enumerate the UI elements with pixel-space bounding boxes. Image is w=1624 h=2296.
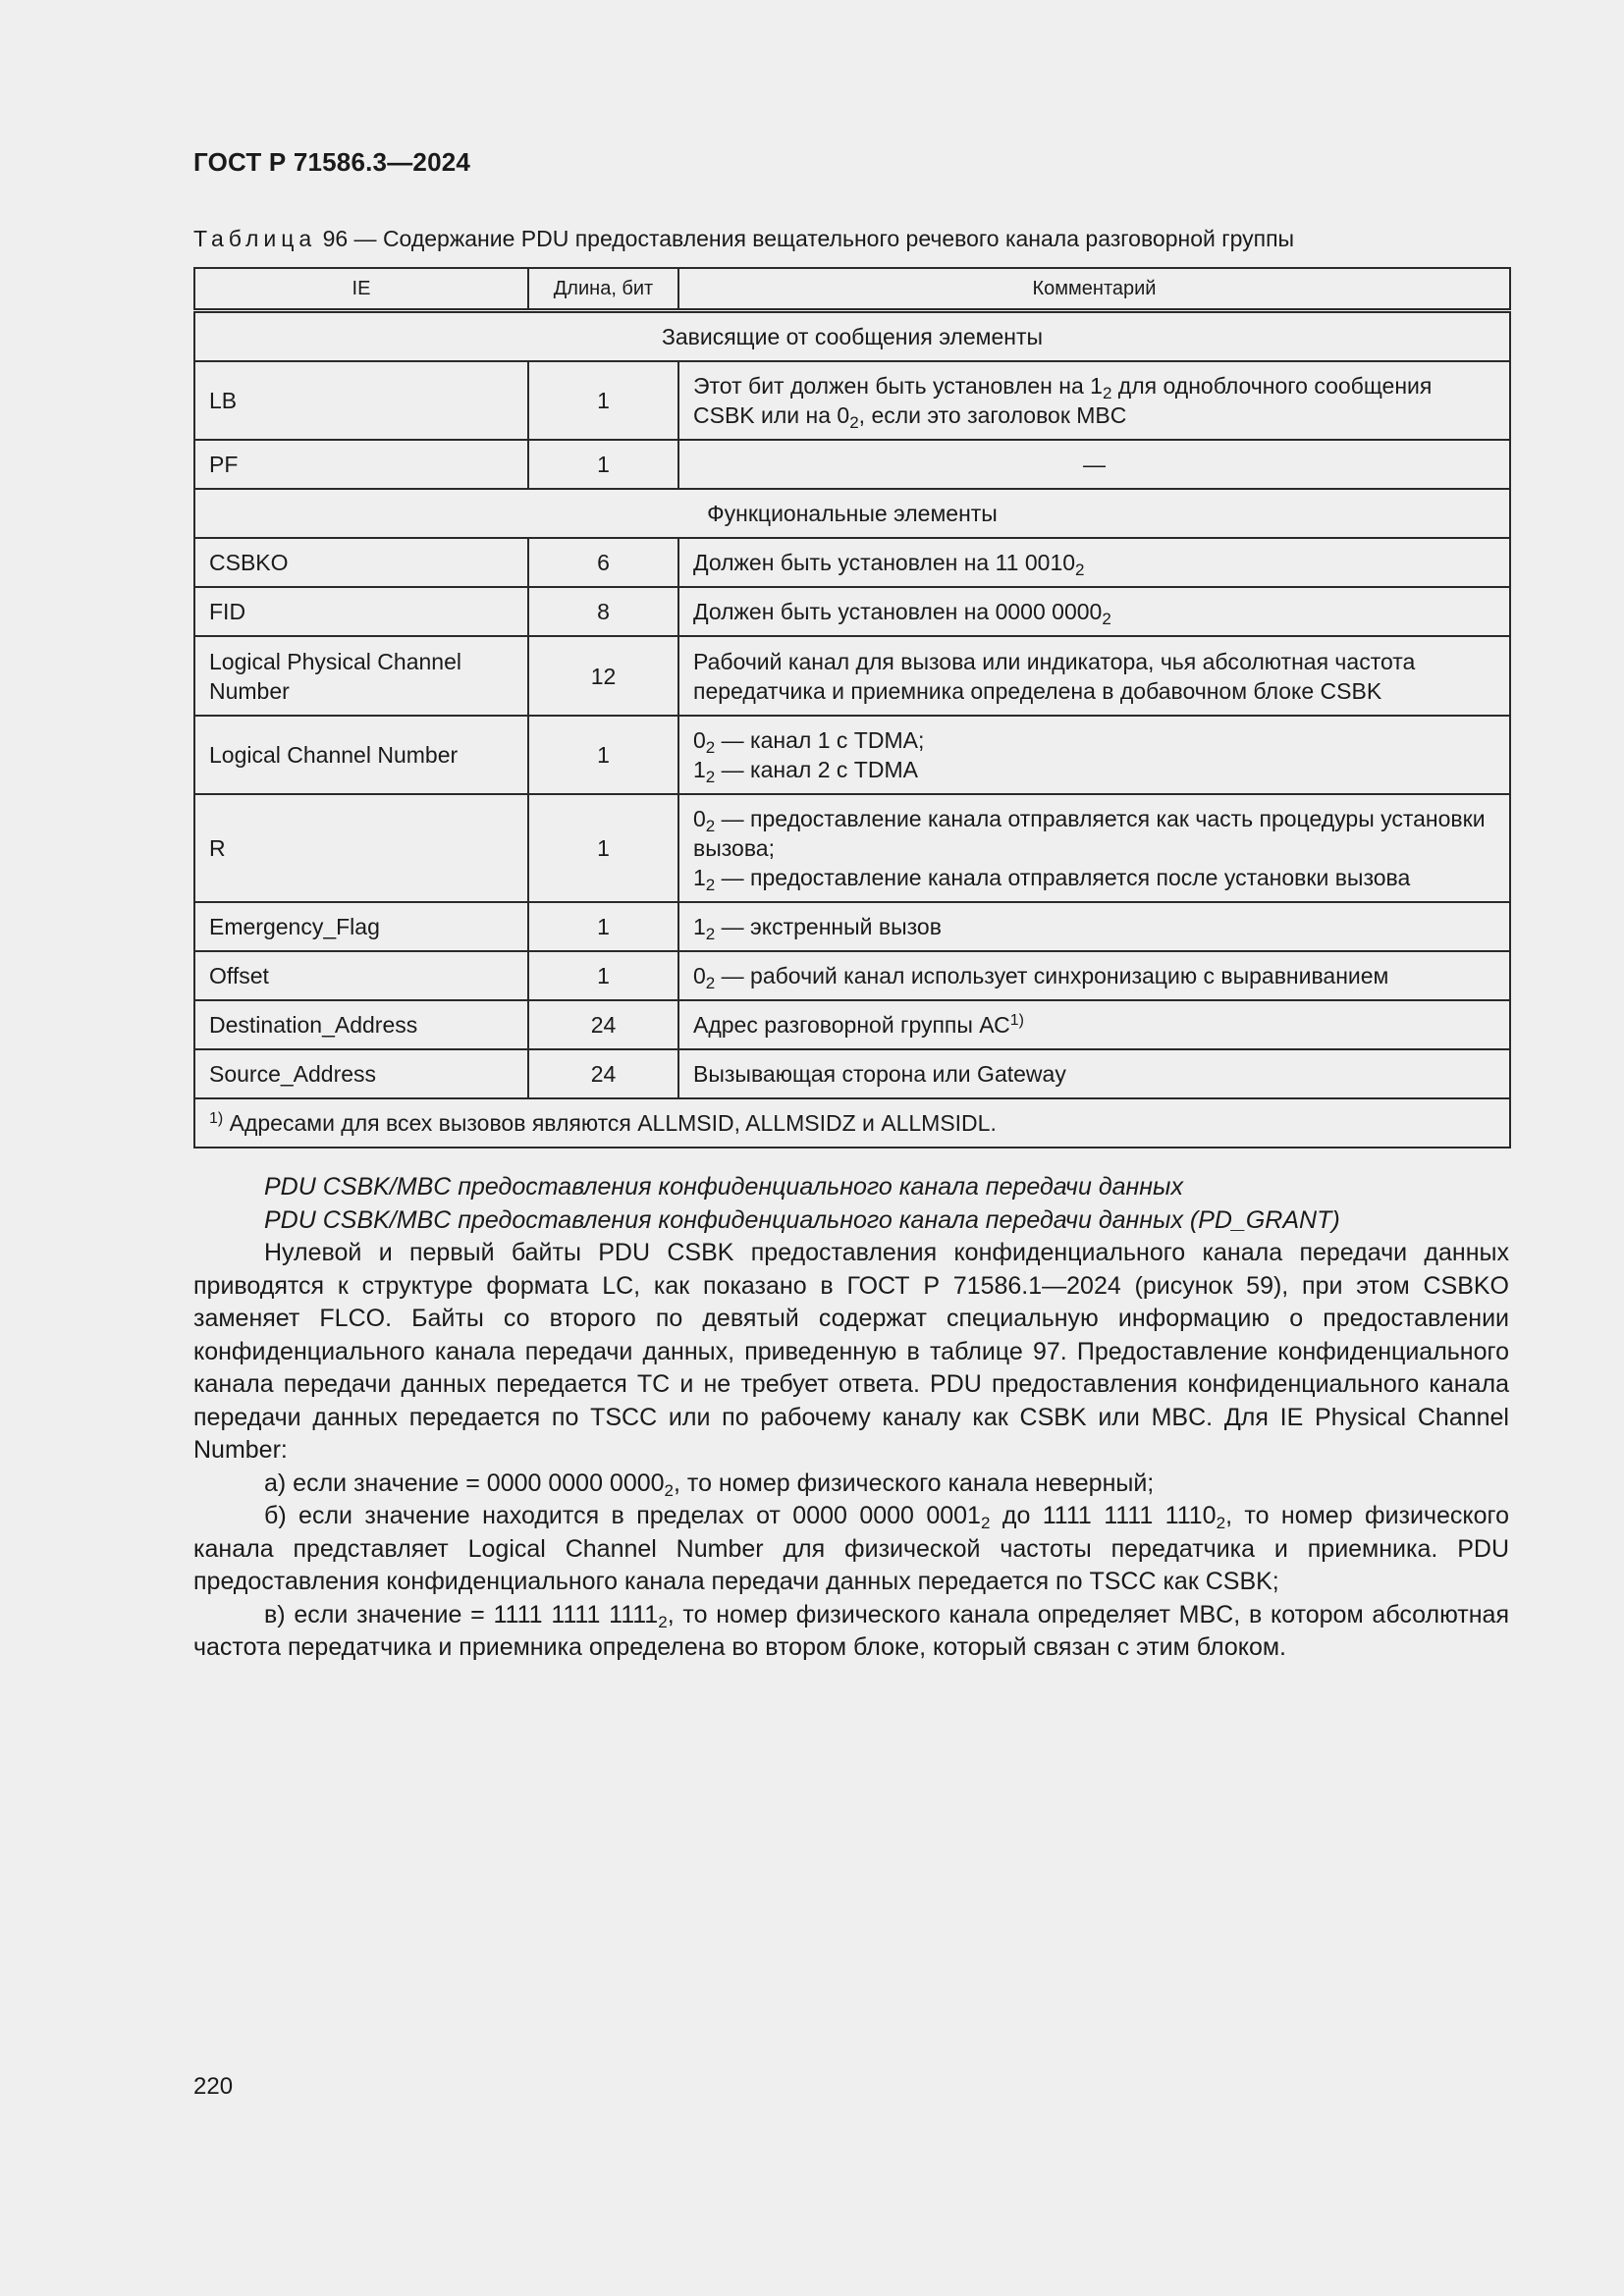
table-row — [194, 636, 1510, 716]
table-caption — [193, 226, 1294, 252]
cell-length: 24 — [528, 1049, 678, 1098]
section-subheading: PDU CSBK/MBC предоставления конфиденциального канала передачи данных (PD_GRANT) — [264, 1205, 1340, 1234]
comment-text: 0 — [693, 806, 706, 831]
comment-text: — экстренный вызов — [715, 914, 942, 939]
table-row — [194, 440, 1510, 489]
cell-length: 12 — [528, 636, 678, 716]
subscript: 2 — [980, 1514, 991, 1532]
cell-length: 1 — [528, 951, 678, 1000]
cell-comment: Рабочий канал для вызова или индикатора, чья абсолютная частота передатчика и приемника определена в добавочном блоке CSBK — [678, 636, 1510, 716]
table-footnote — [194, 1098, 1510, 1148]
comment-text: — канал 2 с TDMA — [715, 757, 918, 782]
comment-text: Должен быть установлен на 11 0010 — [693, 550, 1076, 575]
page-number: 220 — [193, 2073, 234, 2100]
cell-comment — [678, 902, 1510, 951]
subscript: 2 — [705, 738, 716, 757]
list-item-c — [193, 1599, 1509, 1665]
list-text: , то номер физического канала определяет MBC, в котором абсолютная частота передатчика и приемника определена во втором блоке, который связан с этим блоком. — [193, 1600, 1509, 1661]
footnote-marker: 1) — [1009, 1012, 1024, 1029]
table-row — [194, 794, 1510, 902]
section-heading: PDU CSBK/MBC предоставления конфиденциального канала передачи данных — [264, 1173, 1183, 1201]
cell-comment: Вызывающая сторона или Gateway — [678, 1049, 1510, 1098]
subscript: 2 — [705, 768, 716, 786]
subscript: 2 — [705, 925, 716, 943]
footnote-marker: 1) — [209, 1110, 224, 1127]
comment-text: 0 — [693, 727, 706, 753]
comment-text: 1 — [693, 914, 706, 939]
list-text: до 1111 1111 1110 — [990, 1502, 1217, 1529]
table-row — [194, 538, 1510, 587]
cell-ie: Emergency_Flag — [194, 902, 528, 951]
subscript: 2 — [705, 876, 716, 894]
table-row — [194, 902, 1510, 951]
comment-text: — канал 1 с TDMA; — [715, 727, 925, 753]
cell-ie: CSBKO — [194, 538, 528, 587]
column-header-ie: IE — [194, 268, 528, 311]
list-text: б) если значение находится в пределах от 0000 0000 0001 — [264, 1502, 981, 1529]
subscript: 2 — [705, 974, 716, 992]
table-row — [194, 1049, 1510, 1098]
subscript: 2 — [849, 413, 859, 432]
subscript: 2 — [1216, 1514, 1226, 1532]
group-row — [194, 311, 1510, 362]
cell-length: 24 — [528, 1000, 678, 1049]
list-text: , то номер физического канала представляет Logical Channel Number для физической частоты передатчика и приемника. PDU предоставления конфиденциального канала передачи данных передается по TSCC как CSBK; — [193, 1502, 1510, 1595]
cell-length: 8 — [528, 587, 678, 636]
cell-ie: Logical Channel Number — [194, 716, 528, 794]
cell-comment — [678, 587, 1510, 636]
comment-text: Должен быть установлен на 0000 0000 — [693, 599, 1103, 624]
table-row — [194, 587, 1510, 636]
comment-text: — предоставление канала отправляется после установки вызова — [715, 865, 1411, 890]
cell-comment — [678, 716, 1510, 794]
table-caption-title: 96 — Содержание PDU предоставления вещательного речевого канала разговорной группы — [316, 226, 1295, 251]
comment-text: для одноблочного сообщения CSBK или на 0 — [693, 373, 1433, 428]
table-caption-label: Таблица — [193, 226, 317, 251]
table-header-row — [194, 268, 1510, 311]
cell-length: 1 — [528, 440, 678, 489]
comment-text: 1 — [693, 757, 706, 782]
comment-text: — рабочий канал использует синхронизацию с выравниванием — [715, 963, 1389, 988]
list-text: в) если значение = 1111 1111 1111 — [264, 1600, 659, 1629]
cell-ie: Offset — [194, 951, 528, 1000]
footnote-text: Адресами для всех вызовов являются ALLMSID, ALLMSIDZ и ALLMSIDL. — [223, 1110, 997, 1136]
subscript: 2 — [1075, 561, 1085, 579]
cell-length: 1 — [528, 794, 678, 902]
cell-comment — [678, 538, 1510, 587]
comment-text: 1 — [693, 865, 706, 890]
cell-length: 6 — [528, 538, 678, 587]
list-text: , то номер физического канала неверный; — [674, 1468, 1155, 1497]
cell-comment — [678, 1000, 1510, 1049]
group-label-functional: Функциональные элементы — [194, 489, 1510, 538]
table-row — [194, 951, 1510, 1000]
column-header-length: Длина, бит — [528, 268, 678, 311]
page-header: ГОСТ Р 71586.3—2024 — [193, 147, 471, 177]
cell-ie: Destination_Address — [194, 1000, 528, 1049]
list-item-a — [193, 1468, 1509, 1501]
subscript: 2 — [705, 817, 716, 835]
cell-comment — [678, 361, 1510, 440]
cell-ie: R — [194, 794, 528, 902]
group-row — [194, 489, 1510, 538]
subscript: 2 — [1102, 384, 1112, 402]
cell-ie: PF — [194, 440, 528, 489]
cell-ie: Logical Physical Channel Number — [194, 636, 528, 716]
group-label-message-dependent: Зависящие от сообщения элементы — [194, 311, 1510, 362]
subscript: 2 — [664, 1480, 675, 1500]
footnote-row — [194, 1098, 1510, 1148]
cell-comment — [678, 951, 1510, 1000]
comment-text: Этот бит должен быть установлен на 1 — [693, 373, 1103, 399]
cell-comment — [678, 794, 1510, 902]
cell-length: 1 — [528, 902, 678, 951]
cell-ie: Source_Address — [194, 1049, 528, 1098]
comment-text: , если это заголовок MBC — [858, 402, 1127, 428]
comment-text: Адрес разговорной группы АС — [693, 1012, 1010, 1038]
table-row — [194, 716, 1510, 794]
comment-text: 0 — [693, 963, 706, 988]
subscript: 2 — [658, 1612, 668, 1631]
subscript: 2 — [1102, 610, 1111, 628]
body-text — [193, 1171, 1509, 1665]
cell-ie: FID — [194, 587, 528, 636]
cell-ie: LB — [194, 361, 528, 440]
paragraph: Нулевой и первый байты PDU CSBK предоставления конфиденциального канала передачи данных приводятся к структуре формата LC, как показано в ГОСТ Р 71586.1—2024 (рисунок 59), при этом CSBKO заменяет FLCO. Байты со второго по девятый содержат специальную информацию о предоставлении конфиденциального канала передачи данных, приведенную в таблице 97. Предоставление конфиденциального канала передачи данных передается TC и не требует ответа. PDU предоставления конфиденциального канала передачи данных передается по TSCC или по рабочему каналу как CSBK или MBC. Для IE Physical Channel Number: — [193, 1239, 1509, 1464]
comment-text: — предоставление канала отправляется как часть процедуры установки вызова; — [693, 806, 1486, 861]
table-row — [194, 1000, 1510, 1049]
cell-comment: — — [678, 440, 1510, 489]
list-text: а) если значение = 0000 0000 0000 — [264, 1468, 665, 1497]
table-row — [194, 361, 1510, 440]
column-header-comment: Комментарий — [678, 268, 1510, 311]
cell-length: 1 — [528, 716, 678, 794]
data-table — [193, 267, 1511, 1148]
cell-length: 1 — [528, 361, 678, 440]
list-item-b — [193, 1500, 1509, 1599]
